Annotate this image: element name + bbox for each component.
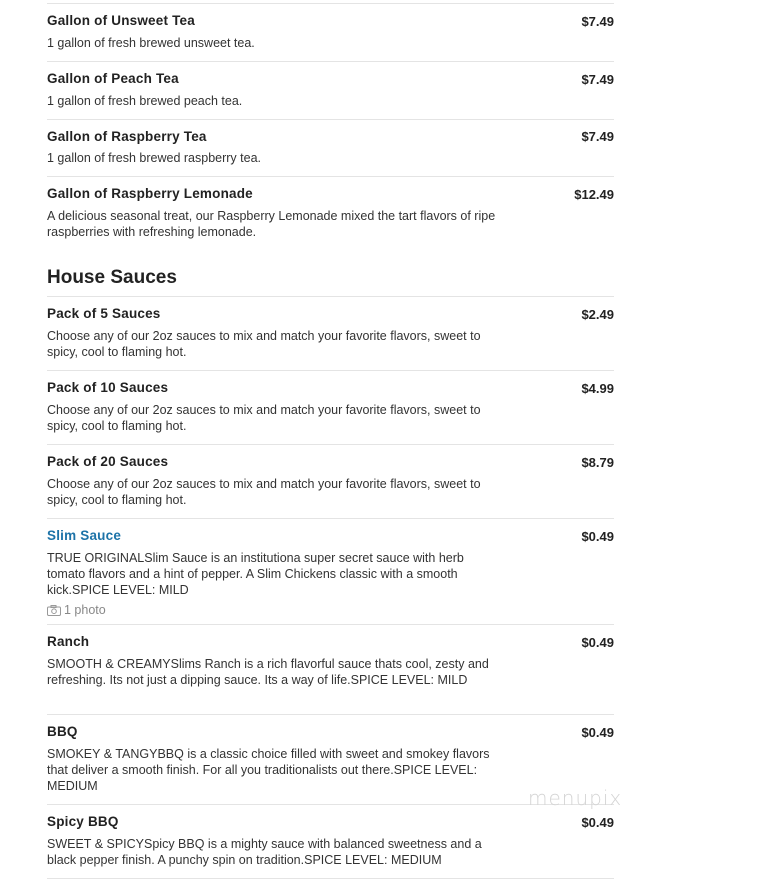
item-price: $7.49 [581, 14, 614, 29]
item-name: Pack of 20 Sauces [47, 454, 169, 469]
item-price: $0.49 [581, 815, 614, 830]
menu-item [47, 519, 614, 625]
photo-count: 1 photo [64, 603, 106, 617]
item-name: Gallon of Unsweet Tea [47, 13, 195, 28]
menu-item [47, 805, 614, 879]
item-description: SWEET & SPICYSpicy BBQ is a mighty sauce with balanced sweetness and a black pepper finish. A punchy spin on tradition.SPICE LEVEL: MEDIUM [47, 837, 482, 867]
item-description: 1 gallon of fresh brewed unsweet tea. [47, 36, 255, 50]
item-price: $2.49 [581, 307, 614, 322]
menu-item [47, 445, 614, 519]
item-price: $7.49 [581, 72, 614, 87]
item-description: TRUE ORIGINALSlim Sauce is an institutiona super secret sauce with herb tomato flavors and a hint of pepper. A Slim Chickens classic with a smooth kick.SPICE LEVEL: MILD [47, 551, 464, 597]
item-description: Choose any of our 2oz sauces to mix and match your favorite flavors, sweet to spicy, cool to flaming hot. [47, 329, 481, 359]
item-price: $0.49 [581, 725, 614, 740]
item-description: Choose any of our 2oz sauces to mix and match your favorite flavors, sweet to spicy, cool to flaming hot. [47, 403, 481, 433]
item-description: SMOKEY & TANGYBBQ is a classic choice filled with sweet and smokey flavors that deliver a smooth finish. For all you traditionalists out there.SPICE LEVEL: MEDIUM [47, 747, 490, 793]
menu-item [47, 297, 614, 371]
menu-item [47, 625, 614, 715]
watermark: menupix [528, 786, 623, 810]
item-description: SMOOTH & CREAMYSlims Ranch is a rich flavorful sauce thats cool, zesty and refreshing. Its not just a dipping sauce. Its a way of life.SPICE LEVEL: MILD [47, 657, 489, 687]
menu-item [47, 62, 614, 120]
photo-link[interactable] [47, 603, 106, 617]
item-description: A delicious seasonal treat, our Raspberry Lemonade mixed the tart flavors of ripe raspberries with refreshing lemonade. [47, 209, 496, 239]
item-price: $7.49 [581, 129, 614, 144]
item-name: BBQ [47, 724, 78, 739]
menu-item [47, 371, 614, 445]
item-price: $12.49 [574, 187, 614, 202]
item-name: Spicy BBQ [47, 814, 119, 829]
item-price: $0.49 [581, 529, 614, 544]
item-name-link[interactable]: Slim Sauce [47, 528, 122, 543]
menu-item [47, 120, 614, 177]
item-name: Gallon of Peach Tea [47, 71, 179, 86]
item-description: Choose any of our 2oz sauces to mix and match your favorite flavors, sweet to spicy, cool to flaming hot. [47, 477, 481, 507]
menu-item [47, 4, 614, 62]
item-name: Gallon of Raspberry Tea [47, 129, 207, 144]
item-description: 1 gallon of fresh brewed raspberry tea. [47, 151, 262, 165]
item-price: $0.49 [581, 635, 614, 650]
item-name: Gallon of Raspberry Lemonade [47, 186, 253, 201]
camera-icon [47, 605, 61, 616]
item-price: $4.99 [581, 381, 614, 396]
item-name: Pack of 5 Sauces [47, 306, 161, 321]
menu-item [47, 177, 614, 249]
item-name: Ranch [47, 634, 90, 649]
item-description: 1 gallon of fresh brewed peach tea. [47, 94, 243, 108]
section-title-house-sauces: House Sauces [47, 267, 177, 288]
item-name: Pack of 10 Sauces [47, 380, 169, 395]
item-price: $8.79 [581, 455, 614, 470]
